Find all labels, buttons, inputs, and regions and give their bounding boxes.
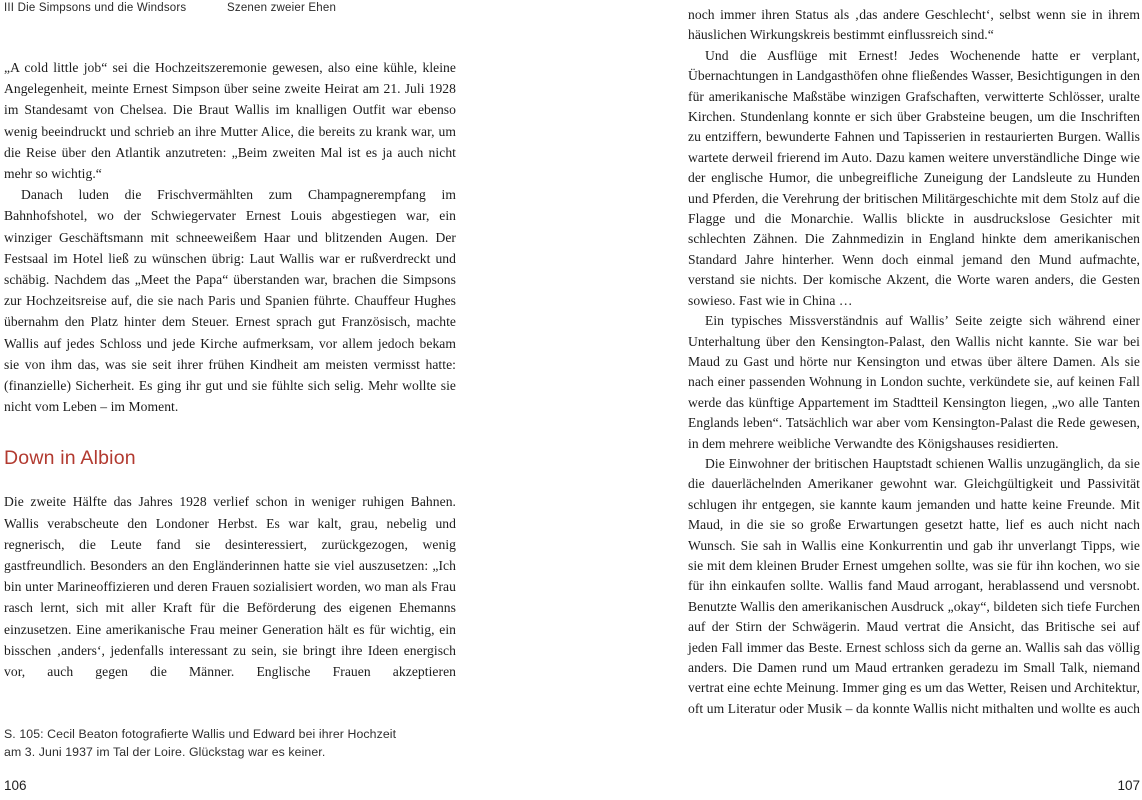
page-number-right: 107 <box>1117 778 1140 793</box>
paragraph: „A cold little job“ sei die Hochzeitszeremonie gewesen, also eine kühle, kleine Angelegenheit, meinte Ernest Simpson über seine zweite Heirat am 21. Juli 1928 im Standesamt von Chelsea. Die Braut Wallis im knalligen Outfit war ebenso wenig beeindruckt und schrieb an ihre Mutter Alice, die bereits zu krank war, um die Reise über den Atlantik anzutreten: „Beim zweiten Mal ist es ja auch nicht mehr so wichtig.“ <box>4 60 456 182</box>
footnote-line: S. 105: Cecil Beaton fotografierte Wallis und Edward bei ihrer Hochzeit <box>4 727 397 741</box>
left-text-before-heading <box>4 57 456 417</box>
paragraph: Die Einwohner der britischen Hauptstadt schienen Wallis unzugänglich, da sie die dauerlächelnden Amerikaner gewohnt war. Gleichgültigkeit und Passivität schlugen ihr entgegen, sie kannte kaum jemanden und hatte keine Freunde. Mit Maud, in die sie so große Erwartungen gesetzt hatte, lief es auch nicht nach Wunsch. Sie sah in Wallis eine Konkurrentin und gab ihr unverlangt Tipps, wie sie mit dem kleinen Bruder Ernest umgehen sollte, was sie für ihn kochen, wo sie für ihn einkaufen sollte. Wallis fand Maud arrogant, herablassend und versnobt. Benutzte Wallis den amerikanischen Ausdruck „okay“, bildeten sich tiefe Furchen auf der Stirn der Schwägerin. Maud vertrat die Ansicht, das Britische sei auf jeden Fall immer das Beste. Ernest schloss sich da gerne an. Wallis sah das völlig anders. Die Damen rund um Maud ertranken geradezu im Small Talk, niemand vertrat eine echte Meinung. Immer ging es um das Wetter, Reisen und Architektur, oft um Literatur oder Musik – da konnte Wallis nicht mithalten und wollte es auch <box>688 455 1140 716</box>
left-text-after-heading <box>4 491 456 682</box>
right-text <box>688 5 1140 719</box>
paragraph: Die zweite Hälfte das Jahres 1928 verlief schon in weniger ruhigen Bahnen. Wallis verabscheute den Londoner Herbst. Es war kalt, grau, nebelig und regnerisch, die Leute fand sie desinteressiert, zurückgezogen, wenig gastfreundlich. Besonders an den Engländerinnen hatte sie viel auszusetzen: „Ich bin unter Marineoffizieren und deren Frauen sozialisiert worden, wo man als Frau rasch lernt, sich mit aller Kraft für die Beförderung des eigenen Ehemanns einzusetzen. Eine amerikanische Frau meiner Generation hält es für wichtig, ein bisschen ‚anders‘, jedenfalls interessant zu sein, sie bringt ihre Ideen energisch vor, auch gegen die Männer. Englische Frauen akzeptieren <box>4 494 456 680</box>
paragraph: Danach luden die Frischvermählten zum Champagnerempfang im Bahnhofshotel, wo der Schwiegervater Ernest Louis abgestiegen war, ein winziger Geschäftsmann mit schneeweißem Haar und blitzenden Augen. Der Festsaal im Hotel ließ zu wünschen übrig: Laut Wallis war er rußverdreckt und schäbig. Nachdem das „Meet the Papa“ überstanden war, brachen die Simpsons zur Hochzeitsreise auf, die sie nach Paris und Spanien führte. Chauffeur Hughes übernahm den Platz hinter dem Steuer. Ernest sprach gut Französisch, machte Wallis auf jedes Schloss und jede Kirche aufmerksam, vor allem jedoch bekam sie von ihm das, was sie seit ihrer frühen Kindheit am meisten vermisst hatte: (finanzielle) Sicherheit. Es ging ihr gut und sie fühlte sich selig. Mehr wollte sie nicht vom Leben – im Moment. <box>4 187 456 415</box>
paragraph: Und die Ausflüge mit Ernest! Jedes Wochenende hatte er verplant, Übernachtungen in Landgasthöfen ohne fließendes Wasser, Besichtigungen in den für amerikanische Maßstäbe winzigen Grafschaften, verwitterte Schlösser, uralte Kirchen. Stundenlang konnte er sich über Grabsteine beugen, um die Inschriften zu entziffern, bewunderte Fahnen und Tapisserien in restaurierten Burgen. Wallis wartete derweil frierend im Auto. Dazu kamen weitere unverständliche Dinge wie der englische Humor, die unbegreifliche Zuneigung der Landsleute zu Hunden und Pferden, die Verehrung der britischen Militärgeschichte mit dem Stolz auf die Flagge und die Monarchie. Wallis blickte in ausdruckslose Gesichter mit schlechten Zähnen. Die Zahnmedizin in England hinkte dem amerikanischen Standard Jahre hinterher. Wenn doch einmal jemand den Mund aufmachte, verstand sie nichts. Der komische Akzent, die Worte waren anders, die Gesten sowieso. Fast wie in China … <box>688 47 1140 308</box>
page-right <box>688 0 1140 800</box>
paragraph: noch immer ihren Status als ‚das andere Geschlecht‘, selbst wenn sie in ihrem häuslichen Wirkungskreis bestimmt einflussreich sind.“ <box>688 7 1140 43</box>
page-number-left: 106 <box>4 778 27 793</box>
section-heading: Down in Albion <box>4 447 136 470</box>
footnote-line: am 3. Juni 1937 im Tal der Loire. Glückstag war es keiner. <box>4 744 326 759</box>
running-head-chapter: III Die Simpsons und die Windsors <box>4 2 187 14</box>
photo-caption-note <box>4 726 396 761</box>
paragraph: Ein typisches Missverständnis auf Wallis’ Seite zeigte sich während einer Unterhaltung über den Kensington-Palast, den Wallis nicht kannte. Sie war bei Maud zu Gast und hörte nur Kensington und etwas über ältere Damen. Als sie nach einer passenden Wohnung in London suchte, verkündete sie, auf keinen Fall werde das künftige Appartement im Stadtteil Kensington liegen, „wo alle Tanten Englands leben“. Tatsächlich war aber vom Kensington-Palast die Rede gewesen, in dem mehrere weibliche Verwandte des Königshauses residierten. <box>688 313 1140 451</box>
page-left <box>4 0 456 800</box>
running-head-section: Szenen zweier Ehen <box>227 2 337 14</box>
